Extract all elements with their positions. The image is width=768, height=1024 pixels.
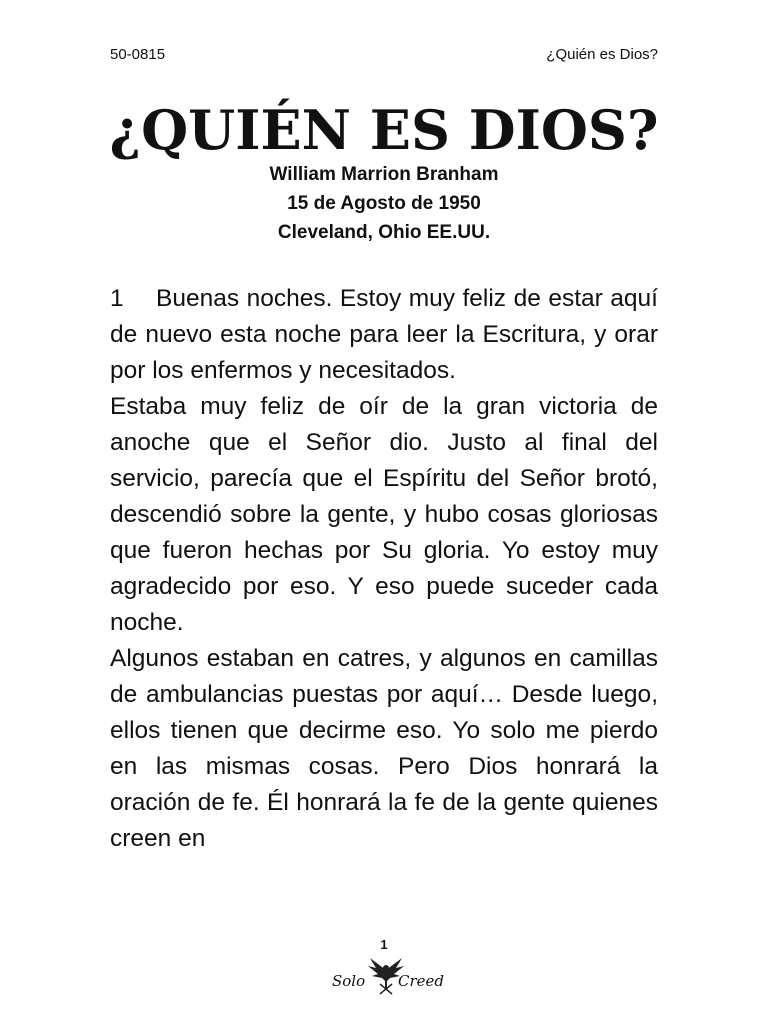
paragraph-text: Buenas noches. Estoy muy feliz de estar aquí de nuevo esta noche para leer la Escritura, y orar por los enfermos y necesitados. [110,285,658,384]
page-title: ¿QUIÉN ES DIOS? [109,98,659,162]
sermon-meta [0,160,768,247]
page-number: 1 [380,937,388,952]
running-title: ¿Quién es Dios? [546,46,658,63]
sermon-date: 15 de Agosto de 1950 [287,193,481,214]
paragraph [110,281,658,389]
sermon-place: Cleveland, Ohio EE.UU. [277,222,491,243]
document-code: 50-0815 [110,46,166,63]
paragraph: Estaba muy feliz de oír de la gran victoria de anoche que el Señor dio. Justo al final del servicio, parecía que el Espíritu del Señor brotó, descendió sobre la gente, y hubo cosas gloriosas que fueron hechas por Su gloria. Yo estoy muy agradecido por eso. Y eso puede suceder cada noche. [110,393,658,636]
paragraph: Algunos estaban en catres, y algunos en camillas de ambulancias puestas por aquí… Desde luego, ellos tienen que decirme eso. Yo solo me pierdo en las mismas cosas. Pero Dios honrará la oración de fe. Él honrará la fe de la gente quienes creen en [110,645,658,852]
page-header [110,46,658,68]
author: William Marrion Branham [269,164,499,185]
body-text [110,281,658,857]
solo-creed-logo [328,952,444,998]
paragraph-number: 1 [110,285,124,312]
logo-text-right: Creed [397,972,444,990]
logo-text-left: Solo [332,972,366,990]
